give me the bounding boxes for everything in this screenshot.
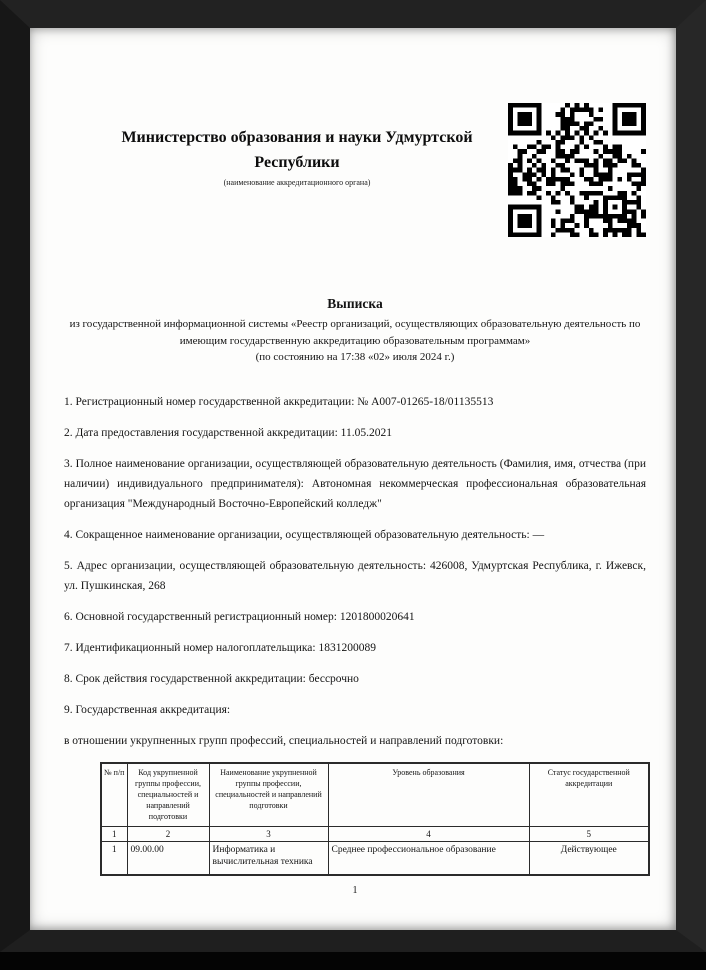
table-column-numbers-row: [101, 826, 649, 841]
document-header: [64, 103, 646, 237]
extract-as-of-date: (по состоянию на 17:38 «02» июля 2024 г.): [255, 351, 455, 363]
item-short-name: 4. Сокращенное наименование организации, осуществляющей образовательную деятельность: —: [64, 528, 545, 541]
extract-subtitle: из государственной информационной системы «Реестр организаций, осуществляющих образовательную деятельность по имеющим государственную аккредитацию образовательным программам»: [69, 318, 641, 347]
item-full-name: 3. Полное наименование организации, осуществляющей образовательную деятельность (Фамилия, имя, отчества (при наличии) индивидуального предпринимателя): Автономная некоммерческая профессиональная образовательная организация "Международный Восточно-Европейский колледж": [64, 457, 646, 510]
item-address: 5. Адрес организации, осуществляющей образовательную деятельность: 426008, Удмуртская Республика, г. Ижевск, ул. Пушкинская, 268: [64, 559, 646, 592]
table-header-row: [101, 763, 649, 827]
column-number: 5: [529, 826, 649, 841]
ministry-caption: (наименование аккредитационного органа): [223, 178, 371, 187]
accreditation-table: [100, 762, 650, 876]
page-number: 1: [352, 884, 358, 896]
item-inn: 7. Идентификационный номер налогоплательщика: 1831200089: [64, 641, 376, 654]
cell-education-level: Среднее профессиональное образование: [328, 841, 529, 875]
item-ogrn: 6. Основной государственный регистрационный номер: 1201800020641: [64, 610, 415, 623]
table-header-group-code: Код укрупненной группы профессии, специальностей и направлений подготовки: [127, 763, 209, 827]
table-header-number: № п/п: [101, 763, 127, 827]
item-accreditation-date: 2. Дата предоставления государственной аккредитации: 11.05.2021: [64, 426, 392, 439]
qr-code-icon: [508, 103, 646, 237]
ministry-title: Министерство образования и науки Удмуртской Республики: [121, 129, 473, 171]
column-number: 4: [328, 826, 529, 841]
table-intro: в отношении укрупненных групп профессий, специальностей и направлений подготовки:: [64, 734, 504, 747]
item-validity: 8. Срок действия государственной аккредитации: бессрочно: [64, 672, 359, 685]
cell-group-code: 09.00.00: [127, 841, 209, 875]
table-header-accreditation-status: Статус государственной аккредитации: [529, 763, 649, 827]
table-header-education-level: Уровень образования: [328, 763, 529, 827]
cell-accreditation-status: Действующее: [529, 841, 649, 875]
table-row: [101, 841, 649, 875]
extract-items: [64, 392, 646, 751]
document-page: [30, 28, 676, 930]
extract-title-block: [64, 295, 646, 366]
column-number: 2: [127, 826, 209, 841]
cell-row-number: 1: [101, 841, 127, 875]
cell-group-name: Информатика и вычислительная техника: [209, 841, 328, 875]
extract-title: Выписка: [327, 296, 383, 311]
column-number: 1: [101, 826, 127, 841]
column-number: 3: [209, 826, 328, 841]
item-state-accreditation: 9. Государственная аккредитация:: [64, 703, 231, 716]
ministry-block: [64, 103, 508, 187]
item-registration-number: 1. Регистрационный номер государственной аккредитации: № А007-01265-18/01135513: [64, 395, 494, 408]
table-header-group-name: Наименование укрупненной группы профессии, специальностей и направлений подготовки: [209, 763, 328, 827]
